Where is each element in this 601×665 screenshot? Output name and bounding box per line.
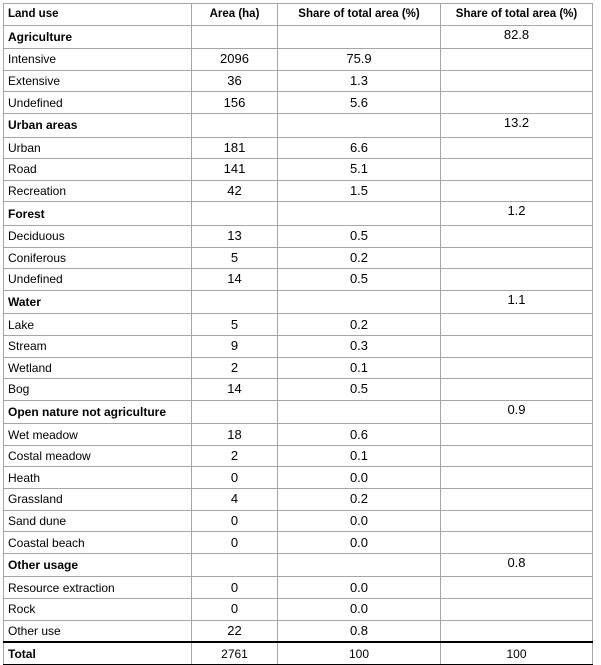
table-body <box>4 25 593 642</box>
category-share-value <box>441 159 593 181</box>
area-value: 36 <box>192 70 278 92</box>
area-value: 2 <box>192 357 278 379</box>
area-value <box>192 553 278 577</box>
share-value: 0.0 <box>278 467 441 489</box>
category-label: Agriculture <box>4 25 192 49</box>
category-row <box>4 25 593 49</box>
table-row <box>4 577 593 599</box>
category-share-value <box>441 335 593 357</box>
share-value: 0.3 <box>278 335 441 357</box>
area-value: 5 <box>192 314 278 336</box>
share-value: 0.0 <box>278 599 441 621</box>
category-share-value: 0.9 <box>441 400 593 424</box>
area-value <box>192 202 278 226</box>
table-row <box>4 424 593 446</box>
table-row <box>4 159 593 181</box>
table-row <box>4 467 593 489</box>
category-share-value: 0.8 <box>441 553 593 577</box>
category-share-value <box>441 467 593 489</box>
category-share-value <box>441 225 593 247</box>
category-row <box>4 202 593 226</box>
table-row <box>4 92 593 114</box>
table-row <box>4 49 593 71</box>
area-value: 4 <box>192 489 278 511</box>
table-row <box>4 379 593 401</box>
land-use-label: Wetland <box>4 357 192 379</box>
category-share-value <box>441 314 593 336</box>
category-share-value <box>441 620 593 642</box>
category-label: Water <box>4 290 192 314</box>
table-row <box>4 225 593 247</box>
total-row <box>4 642 593 664</box>
header-area: Area (ha) <box>192 4 278 26</box>
category-share-value <box>441 92 593 114</box>
area-value: 14 <box>192 269 278 291</box>
category-share-value <box>441 532 593 554</box>
area-value <box>192 400 278 424</box>
land-use-label: Undefined <box>4 269 192 291</box>
area-value: 18 <box>192 424 278 446</box>
table-row <box>4 70 593 92</box>
land-use-label: Wet meadow <box>4 424 192 446</box>
area-value: 22 <box>192 620 278 642</box>
share-value: 0.5 <box>278 269 441 291</box>
land-use-label: Bog <box>4 379 192 401</box>
area-value: 141 <box>192 159 278 181</box>
category-share-value <box>441 247 593 269</box>
table-row <box>4 269 593 291</box>
land-use-table <box>3 3 593 665</box>
table-row <box>4 314 593 336</box>
category-share-value: 13.2 <box>441 113 593 137</box>
share-value <box>278 290 441 314</box>
total-label: Total <box>4 642 192 664</box>
area-value: 5 <box>192 247 278 269</box>
category-share-value <box>441 489 593 511</box>
share-value: 75.9 <box>278 49 441 71</box>
share-value <box>278 400 441 424</box>
land-use-label: Road <box>4 159 192 181</box>
share-value <box>278 202 441 226</box>
area-value: 2 <box>192 445 278 467</box>
share-value: 0.0 <box>278 532 441 554</box>
land-use-label: Extensive <box>4 70 192 92</box>
category-label: Urban areas <box>4 113 192 137</box>
land-use-label: Stream <box>4 335 192 357</box>
table-row <box>4 247 593 269</box>
land-use-label: Sand dune <box>4 510 192 532</box>
header-share-of-total: Share of total area (%) <box>278 4 441 26</box>
share-value <box>278 25 441 49</box>
share-value: 0.0 <box>278 577 441 599</box>
category-share-value <box>441 577 593 599</box>
land-use-label: Recreation <box>4 180 192 202</box>
category-share-value <box>441 180 593 202</box>
category-share-value <box>441 510 593 532</box>
total-share: 100 <box>278 642 441 664</box>
share-value: 0.2 <box>278 247 441 269</box>
share-value: 1.5 <box>278 180 441 202</box>
land-use-label: Other use <box>4 620 192 642</box>
land-use-label: Coastal beach <box>4 532 192 554</box>
area-value <box>192 113 278 137</box>
share-value: 0.0 <box>278 510 441 532</box>
area-value: 0 <box>192 467 278 489</box>
category-row <box>4 113 593 137</box>
table-row <box>4 510 593 532</box>
area-value: 0 <box>192 532 278 554</box>
land-use-label: Deciduous <box>4 225 192 247</box>
area-value: 2096 <box>192 49 278 71</box>
area-value <box>192 290 278 314</box>
category-label: Forest <box>4 202 192 226</box>
land-use-label: Resource extraction <box>4 577 192 599</box>
category-share-value: 1.2 <box>441 202 593 226</box>
share-value: 5.6 <box>278 92 441 114</box>
area-value: 0 <box>192 599 278 621</box>
land-use-label: Undefined <box>4 92 192 114</box>
header-land-use: Land use <box>4 4 192 26</box>
category-label: Other usage <box>4 553 192 577</box>
area-value: 0 <box>192 510 278 532</box>
area-value: 9 <box>192 335 278 357</box>
table-row <box>4 599 593 621</box>
category-share-value <box>441 49 593 71</box>
share-value: 0.2 <box>278 314 441 336</box>
area-value <box>192 25 278 49</box>
area-value: 156 <box>192 92 278 114</box>
share-value <box>278 113 441 137</box>
category-share-value <box>441 424 593 446</box>
total-area: 2761 <box>192 642 278 664</box>
share-value: 0.1 <box>278 357 441 379</box>
category-share-value: 1.1 <box>441 290 593 314</box>
table-row <box>4 335 593 357</box>
share-value: 0.8 <box>278 620 441 642</box>
area-value: 13 <box>192 225 278 247</box>
category-row <box>4 290 593 314</box>
category-row <box>4 553 593 577</box>
table-row <box>4 357 593 379</box>
category-share-value: 82.8 <box>441 25 593 49</box>
header-category-share: Share of total area (%) <box>441 4 593 26</box>
land-use-label: Rock <box>4 599 192 621</box>
table-row <box>4 180 593 202</box>
share-value: 0.1 <box>278 445 441 467</box>
land-use-label: Heath <box>4 467 192 489</box>
header-row <box>4 4 593 26</box>
land-use-label: Coniferous <box>4 247 192 269</box>
table-row <box>4 137 593 159</box>
share-value: 1.3 <box>278 70 441 92</box>
share-value: 0.5 <box>278 379 441 401</box>
category-share-value <box>441 70 593 92</box>
category-label: Open nature not agriculture <box>4 400 192 424</box>
share-value: 0.2 <box>278 489 441 511</box>
table-row <box>4 620 593 642</box>
area-value: 14 <box>192 379 278 401</box>
area-value: 181 <box>192 137 278 159</box>
table-row <box>4 445 593 467</box>
land-use-table-container <box>3 3 593 665</box>
table-row <box>4 489 593 511</box>
land-use-label: Urban <box>4 137 192 159</box>
category-share-value <box>441 379 593 401</box>
category-share-value <box>441 357 593 379</box>
share-value: 5.1 <box>278 159 441 181</box>
category-share-value <box>441 599 593 621</box>
category-share-value <box>441 137 593 159</box>
land-use-label: Intensive <box>4 49 192 71</box>
category-share-value <box>441 269 593 291</box>
category-row <box>4 400 593 424</box>
category-share-value <box>441 445 593 467</box>
land-use-label: Grassland <box>4 489 192 511</box>
table-row <box>4 532 593 554</box>
share-value <box>278 553 441 577</box>
share-value: 0.6 <box>278 424 441 446</box>
total-category-share: 100 <box>441 642 593 664</box>
share-value: 6.6 <box>278 137 441 159</box>
land-use-label: Lake <box>4 314 192 336</box>
area-value: 0 <box>192 577 278 599</box>
area-value: 42 <box>192 180 278 202</box>
share-value: 0.5 <box>278 225 441 247</box>
land-use-label: Costal meadow <box>4 445 192 467</box>
